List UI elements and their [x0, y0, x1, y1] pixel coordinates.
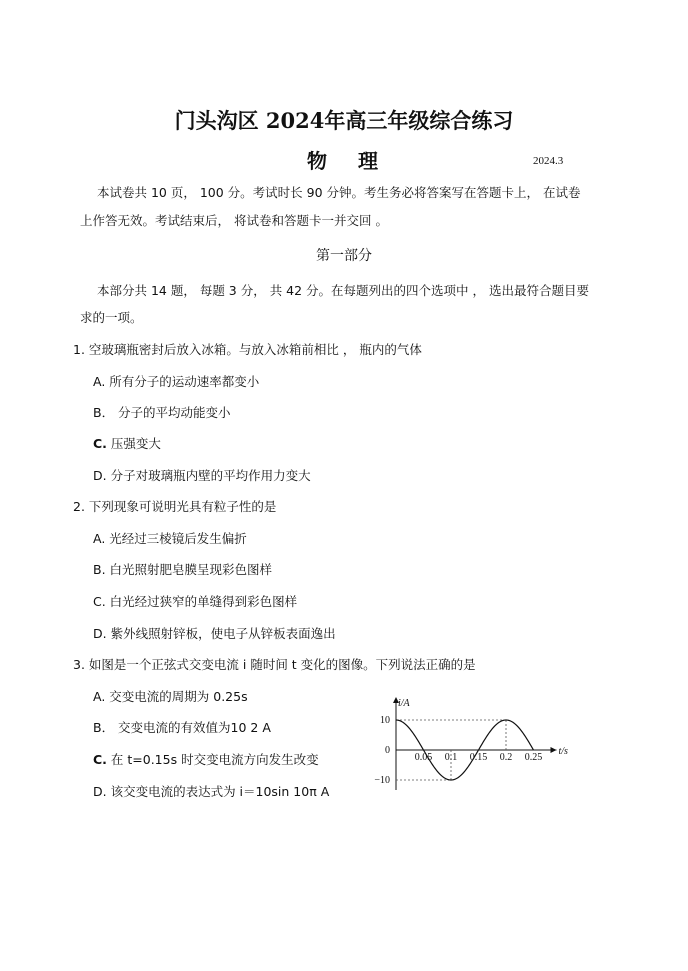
question-2-option-b: B. 白光照射肥皂膜呈现彩色图样	[93, 562, 273, 577]
question-3-option-c: C. 在 t=0.15s 时交变电流方向发生改变	[93, 752, 319, 767]
question-2-stem: 2. 下列现象可说明光具有粒子性的是	[73, 499, 277, 514]
question-3-option-b: B． 交变电流的有效值为10 2 A	[93, 720, 271, 735]
question-3-option-d: D. 该交变电流的表达式为 i＝10sin 10π A	[93, 784, 330, 799]
question-1-stem: 1. 空玻璃瓶密封后放入冰箱。与放入冰箱前相比 ， 瓶内的气体	[73, 342, 422, 357]
question-1-option-c: C. 压强变大	[93, 436, 161, 451]
x-axis-arrow	[551, 747, 557, 753]
current-time-graph	[360, 693, 580, 793]
section-title: 第一部分	[316, 248, 372, 264]
subject-title: 物 理	[307, 149, 390, 173]
question-1-option-b: B． 分子的平均动能变小	[93, 405, 231, 420]
instructions-line-2: 上作答无效。考试结束后， 将试卷和答题卡一并交回 。	[80, 213, 388, 228]
question-3-stem: 3. 如图是一个正弦式交变电流 i 随时间 t 变化的图像。下列说法正确的是	[73, 657, 476, 672]
exam-date: 2024.3	[533, 155, 564, 167]
x-tick-label: 0.25	[524, 752, 543, 763]
x-tick-label: 0.2	[499, 752, 513, 763]
y-axis-label: i/A	[398, 698, 410, 709]
question-2-option-c: C. 白光经过狭窄的单缝得到彩色图样	[93, 594, 298, 609]
question-3-option-a: A. 交变电流的周期为 0.25s	[93, 689, 248, 704]
x-tick-label: 0.15	[469, 752, 488, 763]
x-axis-label: t/s	[558, 746, 568, 757]
y-tick-label: 10	[380, 715, 390, 726]
x-tick-label: 0.05	[414, 752, 433, 763]
y-tick-label: −10	[374, 775, 390, 786]
instructions-line-1: 本试卷共 10 页， 100 分。考试时长 90 分钟。考生务必将答案写在答题卡上， 在试卷	[97, 185, 581, 200]
question-1-option-d: D. 分子对玻璃瓶内壁的平均作用力变大	[93, 468, 311, 483]
section-intro-line-1: 本部分共 14 题， 每题 3 分， 共 42 分。在每题列出的四个选项中 ， 选出最符合题目要	[97, 283, 589, 298]
y-tick-label: 0	[385, 745, 390, 756]
question-2-option-d: D. 紫外线照射锌板，使电子从锌板表面逸出	[93, 626, 336, 641]
page-title: 门头沟区 2024年高三年级综合练习	[174, 108, 514, 133]
section-intro-line-2: 求的一项。	[80, 310, 143, 325]
x-tick-label: 0.1	[444, 752, 458, 763]
question-1-option-a: A. 所有分子的运动速率都变小	[93, 374, 260, 389]
question-2-option-a: A. 光经过三棱镜后发生偏折	[93, 531, 247, 546]
